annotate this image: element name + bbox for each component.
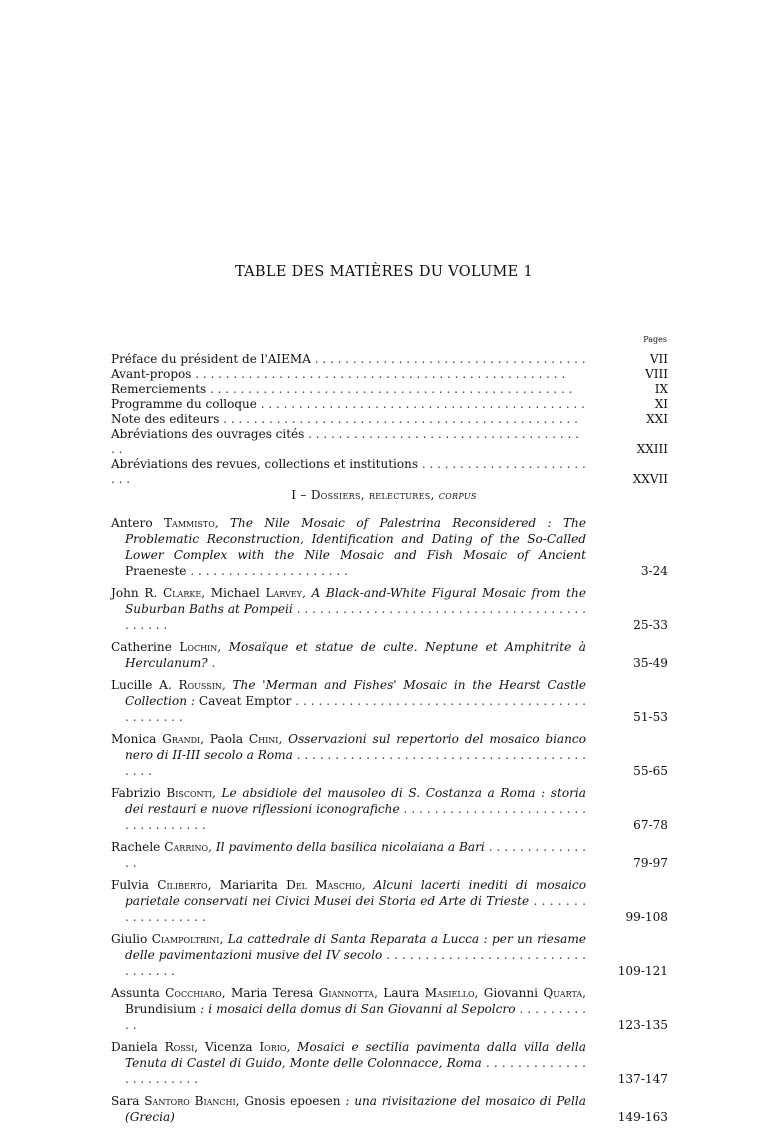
entries-list — [111, 515, 668, 1131]
author-last: Giannotta — [318, 986, 375, 1000]
entry-pages: 99-108 — [625, 910, 668, 924]
section-label: Dossiers, relectures, — [310, 488, 435, 502]
dot-leader: . . . . . . . . . . . . . . . . . . . . . . . . . . . . . . . . . . . . . . . . . . . . . . . — [219, 412, 578, 426]
toc-row-page: IX — [654, 382, 668, 396]
author-first: Sara — [111, 1094, 145, 1108]
toc-row-page: VIII — [645, 367, 668, 381]
author-first: John R. — [111, 586, 164, 600]
entry-title: , Mosaïque et statue de culte. Neptune et Amphitrite à Herculanum? — [125, 640, 586, 670]
toc-row-label: Note des editeurs — [111, 412, 220, 426]
toc-row-text — [111, 427, 586, 457]
dot-leader: . . . . . . . . . . . . . . . . . . . . . . . . . . . . . . . . . . . . . . . . . . . — [256, 397, 585, 411]
toc-row-label: Avant-propos — [111, 367, 192, 381]
author-last: Grandi — [162, 732, 201, 746]
author-first: Fulvia — [111, 878, 158, 892]
toc-entry-text — [111, 1039, 586, 1087]
pages-column-header: Pages — [643, 335, 667, 344]
entry-title: , Alcuni lacerti inediti di mosaico parietale conservati nei Civici Musei dei Storia ed Arte di Trieste — [125, 878, 586, 908]
author-last: Ciampoltrini — [151, 932, 220, 946]
author-last: Tammisto — [163, 516, 215, 530]
section-dash: – — [300, 488, 307, 502]
entry-pages: 25-33 — [633, 618, 668, 632]
entry-pages: 55-65 — [633, 764, 668, 778]
dot-leader: . . . . . . . . . . . . . . . . . . . . . . . . . . . . . . . . . . . . . . . . . . — [125, 748, 586, 778]
toc-row-page: VII — [649, 352, 668, 366]
author-first: , Giovanni — [474, 986, 544, 1000]
author-last: Lochin — [179, 640, 218, 654]
toc-row-text — [111, 412, 586, 427]
toc-entry-text — [111, 639, 586, 671]
author-first: Lucille A. — [111, 678, 179, 692]
author-last: Bisconti — [166, 786, 213, 800]
entry-title: , Le absidiole del mausoleo di S. Costanza a Roma : storia dei restauri e nuove riflessioni iconografiche — [125, 786, 586, 816]
toc-row[interactable] — [111, 427, 668, 457]
author-first: Rachele — [111, 840, 165, 854]
toc-row-label: Remerciements — [111, 382, 207, 396]
dot-leader: . . . . . . . . . . . . . . . . . . . . . . . . . . . . . . . . . . . — [125, 802, 587, 832]
entry-pages: 123-135 — [617, 1018, 668, 1032]
dot-leader: . . . . . . . . . . . . . . . . . . . . . . . . . . . . . . . . . . . . — [310, 352, 586, 366]
toc-entry-text — [111, 515, 586, 579]
toc-row-text — [111, 397, 586, 412]
toc-row-page: XXIII — [636, 442, 668, 456]
author-last: Cocchiaro — [165, 986, 222, 1000]
dot-leader: . . . . . . . . . . . . . . . . . . . . . . . . . . . . . . . . . — [125, 948, 586, 978]
toc-entry[interactable] — [111, 1093, 668, 1125]
author-last: Quarta — [543, 986, 583, 1000]
toc-entry-text — [111, 877, 586, 925]
entry-title: , La cattedrale di Santa Reparata a Lucca : per un riesame delle pavimentazioni musive del IV secolo — [125, 932, 586, 962]
entry-pages: 51-53 — [633, 710, 668, 724]
toc-entry[interactable] — [111, 985, 668, 1033]
entry-title: : una rivisitazione del mosaico di Pella (Grecia) — [125, 1094, 586, 1124]
toc-entry[interactable] — [111, 839, 668, 871]
dot-leader: . . . . . . . . . . . . . . . . . . . . . . . . . — [111, 457, 586, 486]
toc-row[interactable] — [111, 397, 668, 412]
author-last: Larvey — [265, 586, 302, 600]
toc-entry[interactable] — [111, 931, 668, 979]
dot-leader: . . . . . . . . . . . . . . . . . . . . . . . . . . . . . . . . . . . . . . . . . . . . . . . . . — [191, 367, 566, 381]
entry-title-upright: , Brundisium — [125, 986, 586, 1016]
section-numeral: I — [291, 488, 297, 502]
author-last: Iorio — [259, 1040, 287, 1054]
toc-entry[interactable] — [111, 515, 668, 579]
toc-row-text — [111, 352, 586, 367]
dot-leader: . . . . . . . . . . . . . . . . . . . . . . . — [125, 1056, 587, 1086]
entry-title: , The Nile Mosaic of Palestrina Reconsidered : The Problematic Reconstruction, Identification and Dating of the So-Called Lower Complex with the Nile Mosaic and Fish Mosaic of Ancient — [125, 516, 586, 562]
dot-leader: . . . . . . . . . . . . . . . . . . . . . — [186, 564, 348, 578]
entry-pages: 67-78 — [633, 818, 668, 832]
toc-row-page: XXVII — [632, 472, 668, 486]
entry-pages: 149-163 — [617, 1110, 668, 1124]
section-label-italic: corpus — [438, 488, 477, 502]
author-last: Del Maschio — [286, 878, 362, 892]
author-first: Giulio — [111, 932, 152, 946]
toc-row[interactable] — [111, 457, 668, 487]
toc-entry[interactable] — [111, 877, 668, 925]
author-last: Carrino — [164, 840, 209, 854]
toc-row-text — [111, 367, 586, 382]
author-last: Chini — [248, 732, 279, 746]
toc-row-label: Abréviations des ouvrages cités — [111, 427, 305, 441]
toc-entry-text — [111, 985, 586, 1033]
author-first: Monica — [111, 732, 163, 746]
dot-leader: . . . . . . . . . . . . . . . . . . — [125, 894, 586, 924]
entry-title-upright: Praeneste — [125, 564, 187, 578]
author-last: Clarke — [163, 586, 202, 600]
toc-row-text — [111, 382, 586, 397]
toc-entry-text — [111, 785, 586, 833]
entry-pages: 35-49 — [633, 656, 668, 670]
section-heading — [0, 488, 768, 502]
dot-leader: . . . . . . . . . . . — [125, 1002, 586, 1032]
dot-leader: . — [207, 656, 216, 670]
author-first: , Laura — [374, 986, 425, 1000]
front-matter-list — [111, 335, 668, 487]
page-title: TABLE DES MATIÈRES DU VOLUME 1 — [234, 264, 533, 280]
toc-entry-text — [111, 731, 586, 779]
entry-pages: 109-121 — [617, 964, 668, 978]
toc-entry-text — [111, 839, 586, 871]
entry-pages: 137-147 — [617, 1072, 668, 1086]
toc-entry[interactable] — [111, 731, 668, 779]
author-first: Catherine — [111, 640, 180, 654]
toc-row-page: XXI — [646, 412, 668, 426]
toc-row-label: Préface du président de l'AIEMA — [111, 352, 311, 366]
author-last: Masiello — [424, 986, 475, 1000]
toc-entry-text — [111, 1093, 586, 1125]
entry-pages: 79-97 — [633, 856, 668, 870]
toc-row-label: Programme du colloque — [111, 397, 257, 411]
toc-entry-text — [111, 677, 586, 725]
author-first: Daniela — [111, 1040, 165, 1054]
dot-leader: . . . . . . . . . . . . . . . . . . . . . . . . . . . . . . . . . . . . . . . . . . . . — [125, 602, 586, 632]
entry-title: , Il pavimento della basilica nicolaiana a Bari — [208, 840, 485, 854]
entry-title: , Mosaici e sectilia pavimenta dalla villa della Tenuta di Castel di Guido, Monte delle Colonnacce, Roma — [125, 1040, 586, 1070]
toc-entry[interactable] — [111, 677, 668, 725]
author-last: Rossi — [164, 1040, 195, 1054]
dot-leader: . . . . . . . . . . . . . . . . . . . . . . . . . . . . . . . . . . . . . . — [111, 427, 579, 456]
author-last: Santoro Bianchi — [144, 1094, 236, 1108]
dot-leader: . . . . . . . . . . . . . . . — [125, 840, 586, 870]
entry-title: , Osservazioni sul repertorio del mosaico bianco nero di II-III secolo a Roma — [125, 732, 586, 762]
toc-entry[interactable] — [111, 785, 668, 833]
author-first: , Michael — [201, 586, 266, 600]
toc-row-page: XI — [654, 397, 668, 411]
entry-title-upright: , Gnosis epoesen — [235, 1094, 341, 1108]
toc-row-label: Abréviations des revues, collections et institutions — [111, 457, 419, 471]
toc-row[interactable] — [111, 367, 668, 382]
author-first: Antero — [111, 516, 164, 530]
toc-row[interactable] — [111, 412, 668, 427]
toc-row[interactable] — [111, 382, 668, 397]
entry-pages: 3-24 — [640, 564, 668, 578]
toc-entry[interactable] — [111, 639, 668, 671]
toc-entry[interactable] — [111, 1039, 668, 1087]
entry-title-upright: Caveat Emptor — [198, 694, 292, 708]
dot-leader: . . . . . . . . . . . . . . . . . . . . . . . . . . . . . . . . . . . . . . . . . . . . . . — [125, 694, 587, 724]
toc-entry[interactable] — [111, 585, 668, 633]
author-first: , Vicenza — [194, 1040, 260, 1054]
dot-leader: . . . . . . . . . . . . . . . . . . . . . . . . . . . . . . . . . . . . . . . . . . . . . . . . — [206, 382, 573, 396]
toc-entry-text — [111, 931, 586, 979]
toc-row-text — [111, 457, 586, 487]
author-first: , Maria Teresa — [221, 986, 319, 1000]
author-first: , Mariarita — [207, 878, 287, 892]
entry-title: : i mosaici della domus di San Giovanni al Sepolcro — [196, 1002, 516, 1016]
author-last: Roussin — [178, 678, 222, 692]
author-first: Fabrizio — [111, 786, 167, 800]
toc-entry-text — [111, 585, 586, 633]
author-last: Ciliberto — [157, 878, 208, 892]
entry-title: , The 'Merman and Fishes' Mosaic in the Hearst Castle Collection : — [125, 678, 586, 708]
toc-row[interactable] — [111, 352, 668, 367]
entry-title: , A Black-and-White Figural Mosaic from the Suburban Baths at Pompeii — [125, 586, 586, 616]
author-first: Assunta — [111, 986, 166, 1000]
author-first: , Paola — [200, 732, 249, 746]
